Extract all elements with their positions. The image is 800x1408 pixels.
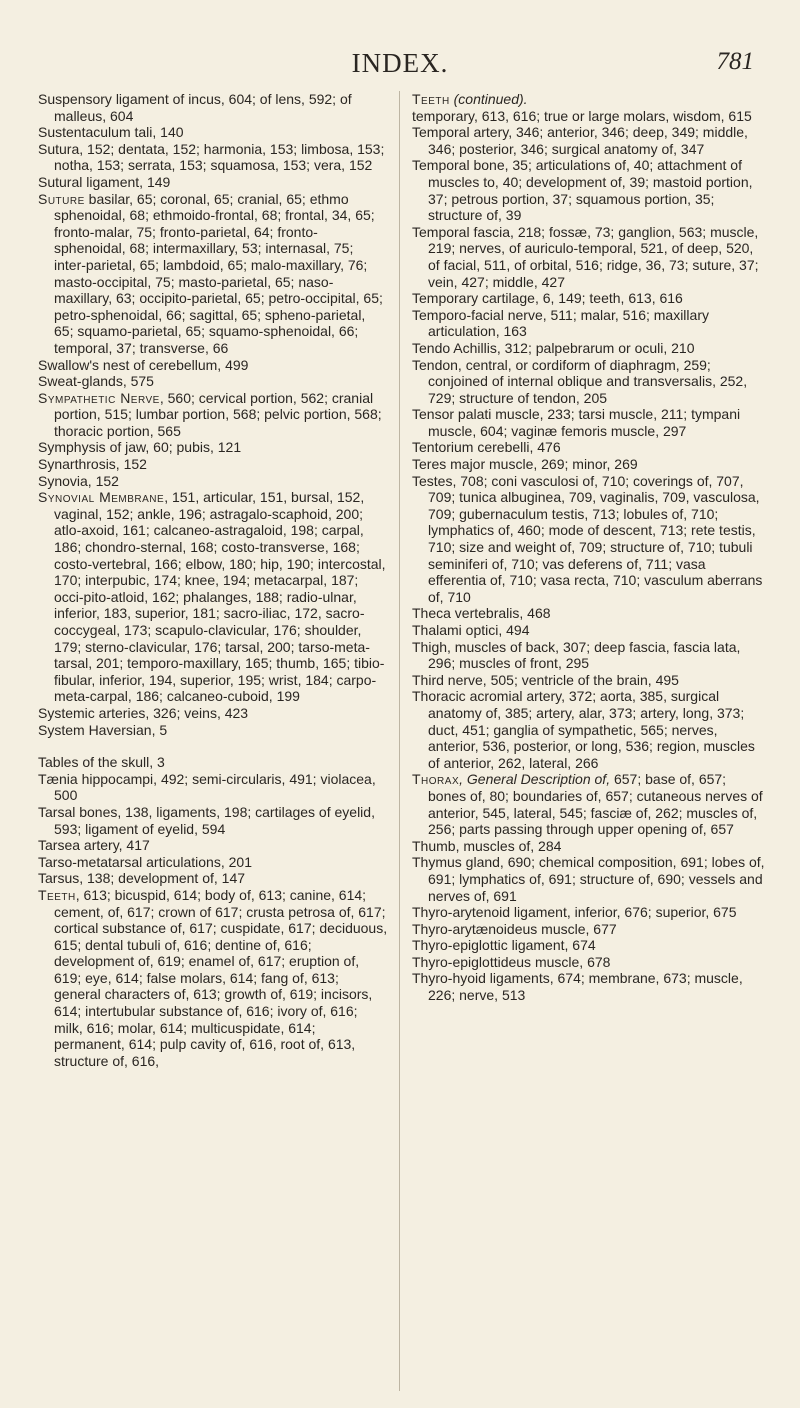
index-entry-text: Sustentaculum tali, 140 [38, 124, 184, 141]
page-header [0, 48, 800, 88]
index-entry [412, 406, 767, 439]
index-entry [412, 605, 767, 622]
index-entry [412, 937, 767, 954]
index-entry [412, 622, 767, 639]
index-entry [412, 290, 767, 307]
index-entry-text: Third nerve, 505; ventricle of the brain, 495 [412, 671, 679, 688]
section-gap [38, 738, 388, 754]
index-entry [412, 357, 767, 407]
index-entry-heading: Sympathetic Nerve [38, 389, 160, 406]
index-entry [38, 837, 388, 854]
index-entry [38, 870, 388, 887]
index-entry-text: Thumb, muscles of, 284 [412, 837, 562, 854]
index-entry [412, 91, 767, 108]
index-entry [412, 439, 767, 456]
index-entry-text: basilar, 65; coronal, 65; cranial, 65; ethmo sphenoidal, 68; ethmoido-frontal, 68; frontal, 34, 65; fronto-malar, 75; fronto-parietal, 64; fronto-sphenoidal, 68; intermaxillary, 53; internasal, 75; inter-parietal, 65; lambdoid, 65; malo-maxillary, 76; masto-occipital, 75; masto-parietal, 65; naso-maxillary, 63; occipito-parietal, 65; petro-occipital, 65; petro-sphenoidal, 66; sagittal, 65; spheno-parietal, 65; squamo-parietal, 65; squamo-sphenoidal, 66; temporal, 37; transverse, 66 [54, 190, 383, 356]
index-entry-text: Thyro-arytænoideus muscle, 677 [412, 920, 617, 937]
index-entry [412, 672, 767, 689]
index-entry-text: Synarthrosis, 152 [38, 456, 147, 473]
index-entry [38, 489, 388, 705]
page-title: INDEX. [351, 48, 449, 78]
index-entry-text: Temporal artery, 346; anterior, 346; deep, 349; middle, 346; posterior, 346; surgical anatomy of, 347 [412, 124, 748, 157]
index-entry-heading: Suture [38, 190, 85, 207]
index-entry-text: Temporo-facial nerve, 511; malar, 516; maxillary articulation, 163 [412, 306, 709, 340]
index-entry-heading: Teeth [412, 91, 450, 107]
index-entry-text: Tarsal bones, 138, ligaments, 198; cartilages of eyelid, 593; ligament of eyelid, 594 [38, 803, 375, 837]
index-entry-text: Sweat-glands, 575 [38, 373, 154, 390]
index-entry-text: , 151, articular, 151, bursal, 152, vaginal, 152; ankle, 196; astragalo-scaphoid, 200; atlo-axoid, 161; calcaneo-astragaloid, 198; carpal, 186; chondro-sternal, 168; costo-transverse, 168; costo-vertebral, 166; elbow, 180; hip, 190; intercostal, 170; interpubic, 174; knee, 194; metacarpal, 187; occi-pito-atloid, 162; phalanges, 188; radio-ulnar, inferior, 183, superior, 181; sacro-iliac, 172, sacro-coccygeal, 173; scapulo-clavicular, 176; shoulder, 179; sterno-clavicular, 176; tarsal, 200; tarso-meta-tarsal, 201; temporo-maxillary, 165; thumb, 165; tibio-fibular, inferior, 194, superior, 195; wrist, 184; carpo-meta-carpal, 186; calcaneo-cuboid, 199 [54, 489, 386, 705]
index-entry [412, 307, 767, 340]
index-entry [38, 473, 388, 490]
index-entry-text: Tendo Achillis, 312; palpebrarum or oculi, 210 [412, 339, 695, 356]
index-entry [412, 688, 767, 771]
index-column-right [412, 91, 767, 1004]
index-entry-text: Tarso-metatarsal articulations, 201 [38, 853, 252, 870]
index-entry-text: , 613; bicuspid, 614; body of, 613; canine, 614; cement, of, 617; crown of 617; crusta petrosa of, 617; cortical substance of, 617; cuspidate, 617; deciduous, 615; dental tubuli of, 616; dentine of, 616; development of, 619; enamel of, 617; eruption of, 619; eye, 614; false molars, 614; fang of, 613; general characters of, 613; growth of, 619; incisors, 614; intertubular substance of, 616; ivory of, 616; milk, 616; molar, 614; multicuspidate, 614; permanent, 614; pulp cavity of, 616, root of, 613, structure of, 616, [54, 886, 388, 1069]
index-entry-text: Testes, 708; coni vasculosi of, 710; coverings of, 707, 709; tunica albuginea, 709, vaginalis, 709, vasculosa, 709; gubernaculum testis, 713; lobules of, 710; lymphatics of, 460; mode of descent, 713; rete testis, 710; size and weight of, 709; structure of, 710; tubuli seminiferi of, 710; vas deferens of, 711; vasa efferentia of, 710; vasa recta, 710; vasculum aberrans of, 710 [412, 472, 763, 605]
index-entry [412, 456, 767, 473]
index-entry-text: Synovia, 152 [38, 472, 119, 489]
index-entry-text: Tarsea artery, 417 [38, 837, 150, 854]
index-entry-text: Thyro-hyoid ligaments, 674; membrane, 673; muscle, 226; nerve, 513 [412, 970, 743, 1004]
index-entry-text: Thalami optici, 494 [412, 622, 530, 638]
index-entry-italic: , General Description of, [459, 771, 611, 788]
index-entry [412, 854, 767, 904]
index-entry [38, 174, 388, 191]
index-entry [412, 838, 767, 855]
index-entry [38, 456, 388, 473]
index-entry [38, 854, 388, 871]
index-entry-italic: (continued). [449, 91, 528, 107]
index-entry [38, 722, 388, 739]
index-entry-text: Tensor palati muscle, 233; tarsi muscle, 211; tympani muscle, 604; vaginæ femoris muscle, 297 [412, 406, 741, 439]
index-entry-text: Teres major muscle, 269; minor, 269 [412, 456, 638, 473]
index-entry-text: Swallow's nest of cerebellum, 499 [38, 356, 249, 373]
index-entry [38, 705, 388, 722]
index-entry [412, 954, 767, 971]
index-entry [38, 357, 388, 374]
index-entry-text: Thyro-epiglottideus muscle, 678 [412, 953, 611, 970]
index-entry [38, 141, 388, 174]
index-entry-text: Systemic arteries, 326; veins, 423 [38, 704, 249, 721]
index-entry [38, 373, 388, 390]
index-entry [412, 340, 767, 357]
index-entry-text: Theca vertebralis, 468 [412, 605, 551, 622]
index-entry-text: Thyro-arytenoid ligament, inferior, 676; superior, 675 [412, 904, 737, 921]
index-entry-text: System Haversian, 5 [38, 721, 168, 738]
index-entry-text: Tentorium cerebelli, 476 [412, 439, 561, 456]
index-entry [38, 390, 388, 440]
index-entry [38, 754, 388, 771]
index-entry [412, 639, 767, 672]
index-entry [38, 191, 388, 357]
index-entry [412, 921, 767, 938]
index-column-left [38, 91, 388, 1069]
index-entry-heading: Thorax [412, 771, 460, 788]
index-entry-text: Thoracic acromial artery, 372; aorta, 385, surgical anatomy of, 385; artery, alar, 373; artery, long, 373; duct, 451; ganglia of sympathetic, 565; nerves, anterior, 536, posterior, or long, 536; region, muscles of anterior, 262, lateral, 266 [412, 688, 755, 771]
index-entry-text: 657; base of, 657; bones of, 80; boundaries of, 657; cutaneous nerves of anterior, 545, lateral, 545; fasciæ of, 262; muscles of, 256; parts passing through upper opening of, 657 [428, 771, 763, 838]
index-entry [38, 91, 388, 124]
column-divider [399, 91, 400, 1391]
index-entry-text: Tendon, central, or cordiform of diaphragm, 259; conjoined of internal oblique and transversalis, 252, 729; structure of tendon, 205 [412, 356, 748, 406]
index-entry-text: Tarsus, 138; development of, 147 [38, 870, 246, 887]
index-entry [412, 473, 767, 606]
index-entry [412, 157, 767, 223]
index-entry [38, 887, 388, 1070]
page-number: 781 [716, 48, 754, 75]
index-entry-text: Tænia hippocampi, 492; semi-circularis, 491; violacea, 500 [38, 770, 376, 804]
index-entry-text: temporary, 613, 616; true or large molars, wisdom, 615 [412, 107, 752, 124]
index-entry [412, 970, 767, 1003]
index-entry-text: Symphysis of jaw, 60; pubis, 121 [38, 439, 242, 456]
index-entry [38, 124, 388, 141]
index-entry [412, 771, 767, 837]
index-entry-text: Tables of the skull, 3 [38, 754, 165, 771]
index-entry [38, 804, 388, 837]
index-entry [412, 124, 767, 157]
index-entry-text: Temporary cartilage, 6, 149; teeth, 613, 616 [412, 290, 683, 307]
index-entry [412, 224, 767, 290]
index-entry-text: Sutura, 152; dentata, 152; harmonia, 153; limbosa, 153; notha, 153; serrata, 153; squamosa, 153; vera, 152 [38, 140, 385, 174]
index-entry [38, 439, 388, 456]
index-entry-text: Suspensory ligament of incus, 604; of lens, 592; of malleus, 604 [38, 91, 352, 124]
index-entry-text: , 560; cervical portion, 562; cranial portion, 515; lumbar portion, 568; pelvic portion, 568; thoracic portion, 565 [54, 389, 382, 439]
index-entry-text: Thigh, muscles of back, 307; deep fascia, fascia lata, 296; muscles of front, 295 [412, 638, 741, 672]
index-entry-text: Temporal fascia, 218; fossæ, 73; ganglion, 563; muscle, 219; nerves, of auriculo-temporal, 521, of deep, 520, of facial, 511, of orbital, 516; ridge, 36, 73; suture, 37; vein, 427; middle, 427 [412, 223, 759, 290]
index-entry-text: Sutural ligament, 149 [38, 173, 171, 190]
index-entry [412, 108, 767, 125]
index-entry [38, 771, 388, 804]
index-entry-text: Thyro-epiglottic ligament, 674 [412, 937, 596, 954]
index-entry-text: Thymus gland, 690; chemical composition, 691; lobes of, 691; lymphatics of, 691; structure of, 690; vessels and nerves of, 691 [412, 854, 765, 904]
index-entry [412, 904, 767, 921]
index-entry-heading: Teeth [38, 886, 76, 903]
index-entry-text: Temporal bone, 35; articulations of, 40; attachment of muscles to, 40; development of, 39; mastoid portion, 37; petrous portion, 37; squamous portion, 35; structure of, 39 [412, 157, 753, 224]
index-entry-heading: Synovial Membrane [38, 489, 165, 506]
